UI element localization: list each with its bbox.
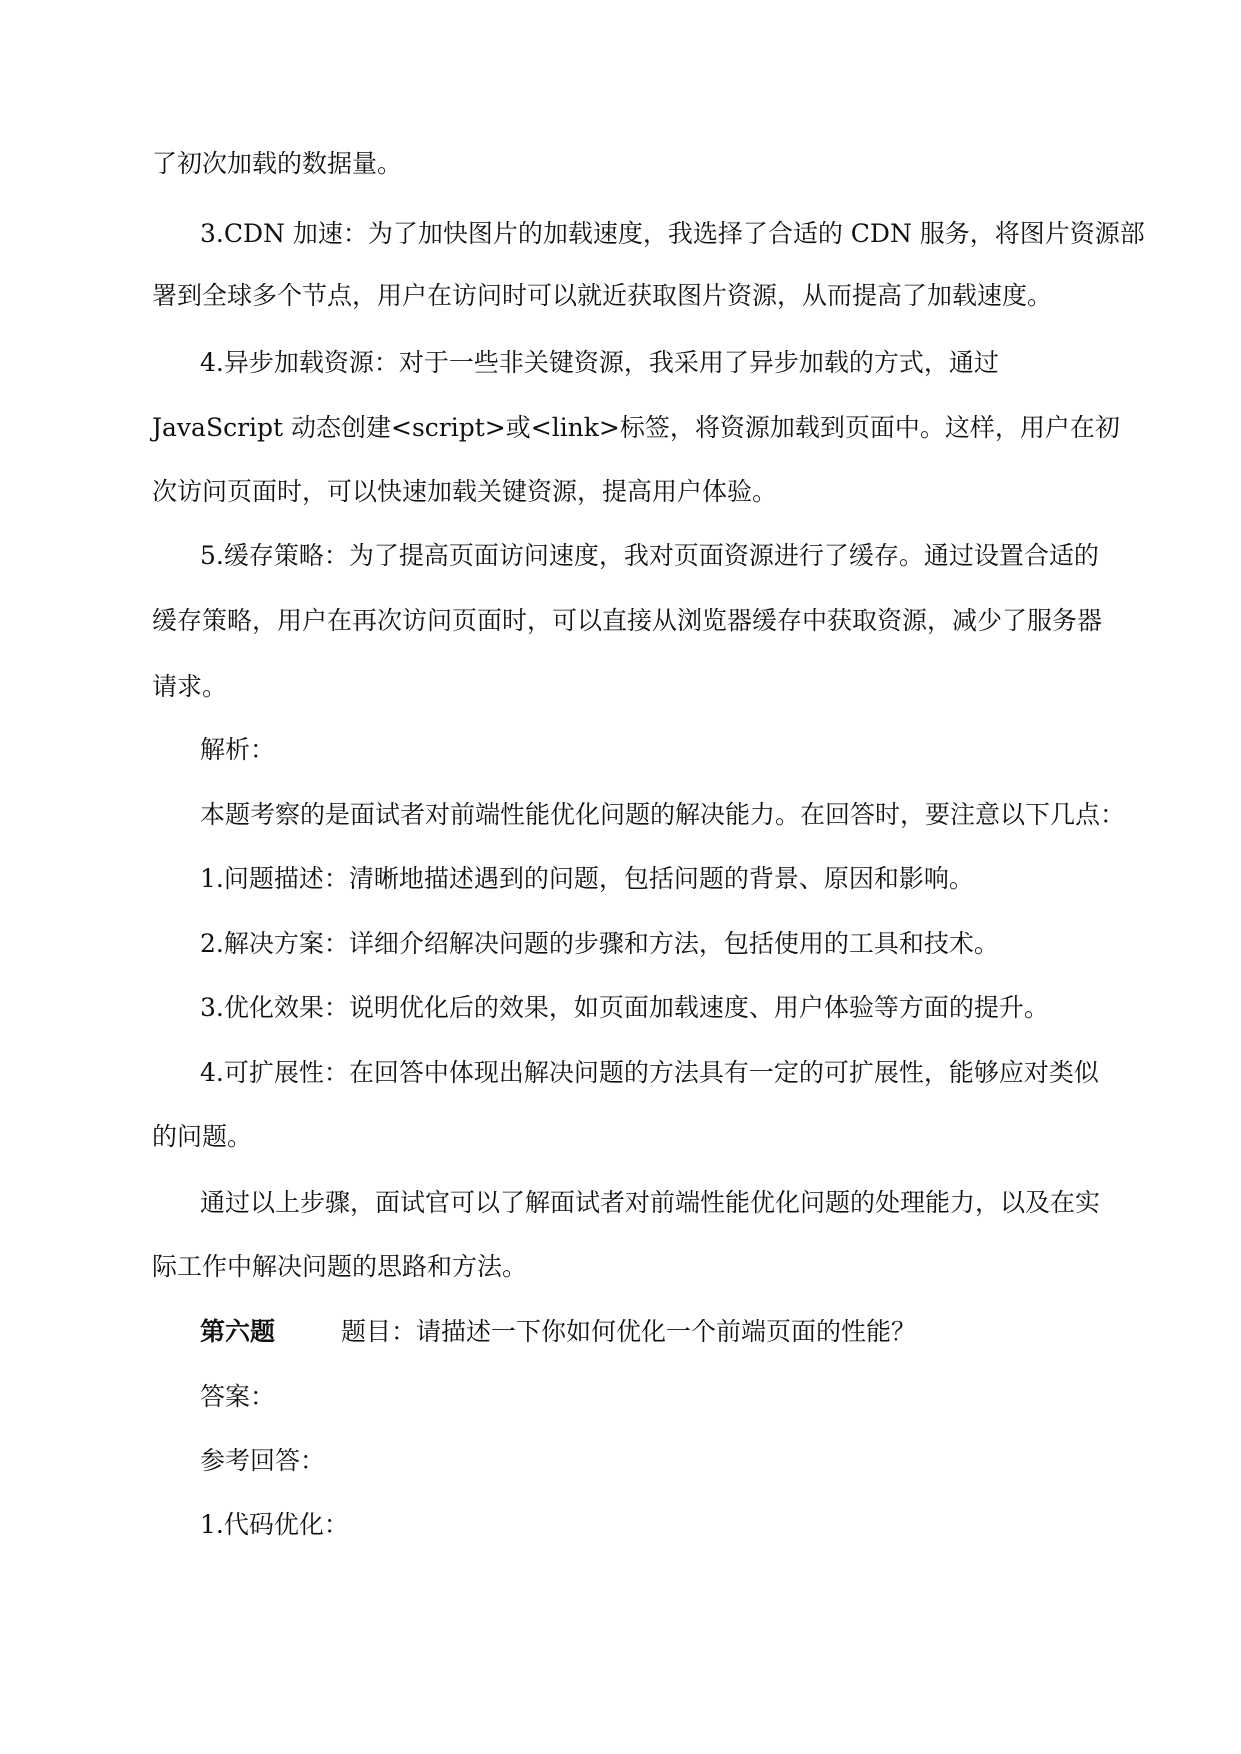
text-line: 本题考察的是面试者对前端性能优化问题的解决能力。在回答时，要注意以下几点： — [200, 800, 1126, 829]
text-line: 3.CDN 加速：为了加快图片的加载速度，我选择了合适的 CDN 服务，将图片资源部 — [200, 219, 1145, 248]
text-line: 署到全球多个节点，用户在访问时可以就近获取图片资源，从而提高了加载速度。 — [152, 281, 1053, 310]
question-number: 第六题 — [200, 1317, 276, 1346]
text-line: 3.优化效果：说明优化后的效果，如页面加载速度、用户体验等方面的提升。 — [200, 993, 1049, 1022]
text-line: 解析： — [200, 735, 276, 764]
text-line: 缓存策略，用户在再次访问页面时，可以直接从浏览器缓存中获取资源，减少了服务器 — [152, 606, 1103, 635]
text-line: 次访问页面时，可以快速加载关键资源，提高用户体验。 — [152, 477, 778, 506]
text-line: 1.代码优化： — [200, 1510, 349, 1539]
text-line: 通过以上步骤，面试官可以了解面试者对前端性能优化问题的处理能力，以及在实 — [200, 1188, 1101, 1217]
text-line: JavaScript 动态创建<script>或<link>标签，将资源加载到页面中。这样，用户在初 — [152, 413, 1120, 442]
text-line: 参考回答： — [200, 1446, 326, 1475]
text-line: 2.解决方案：详细介绍解决问题的步骤和方法，包括使用的工具和技术。 — [200, 929, 999, 958]
text-line: 答案： — [200, 1382, 276, 1411]
text-line: 4.异步加载资源：对于一些非关键资源，我采用了异步加载的方式，通过 — [200, 348, 999, 377]
text-line: 际工作中解决问题的思路和方法。 — [152, 1252, 528, 1281]
text-line: 请求。 — [152, 672, 228, 701]
question-title: 题目：请描述一下你如何优化一个前端页面的性能？ — [341, 1317, 917, 1346]
text-line: 的问题。 — [152, 1122, 253, 1151]
text-line: 了初次加载的数据量。 — [152, 149, 403, 178]
text-line: 1.问题描述：清晰地描述遇到的问题，包括问题的背景、原因和影响。 — [200, 864, 974, 893]
text-line: 4.可扩展性：在回答中体现出解决问题的方法具有一定的可扩展性，能够应对类似 — [200, 1058, 1099, 1087]
question-heading — [200, 1315, 1100, 1349]
text-line: 5.缓存策略：为了提高页面访问速度，我对页面资源进行了缓存。通过设置合适的 — [200, 541, 1099, 570]
